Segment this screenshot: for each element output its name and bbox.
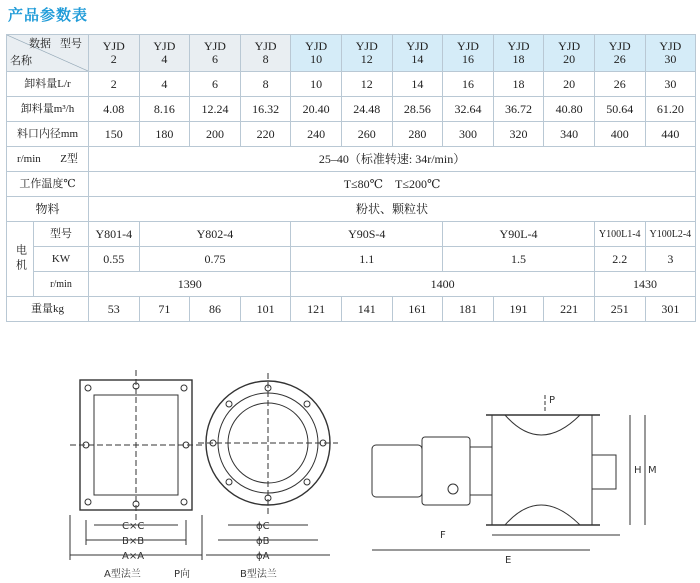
corner-data-label: 数据 (29, 38, 51, 50)
table-row-motor-rpm: 1390 1400 1430 (7, 272, 696, 297)
dim-f: F (440, 530, 446, 541)
table-header-row (7, 35, 696, 72)
model-header-cell: YJD 16 (443, 35, 494, 72)
motor-kw-label: KW (34, 247, 88, 272)
dim-bxb: B×B (122, 536, 145, 547)
model-header-cell: YJD 14 (392, 35, 443, 72)
table-row-speed (7, 147, 696, 172)
dim-axa: A×A (122, 551, 145, 562)
temperature-value: T≤80℃ T≤200℃ (89, 172, 696, 197)
dim-cxc: C×C (122, 521, 145, 532)
corner-cell (7, 35, 89, 72)
model-header-cell: YJD 8 (240, 35, 291, 72)
caption-a-flange: A型法兰 (104, 569, 141, 580)
motor-label: 电机 (14, 244, 27, 274)
model-header-cell: YJD 18 (493, 35, 544, 72)
caption-b-flange: B型法兰 (240, 569, 277, 580)
table-row-inner-diameter: 料口内径mm 150 180 200 220 240 260 280 300 320 340 400 440 (7, 122, 696, 147)
corner-name-label: 名称 (10, 55, 32, 67)
dim-e: E (505, 555, 512, 566)
table-row-weight: 重量kg 53 71 86 101 121 141 161 181 191 221 251 301 (7, 297, 696, 322)
model-header-cell: YJD 12 (341, 35, 392, 72)
speed-unit-label: r/min (16, 152, 41, 165)
speed-type-label: Z型 (60, 152, 79, 165)
model-header-cell: YJD 4 (139, 35, 190, 72)
dim-phic: ϕC (256, 521, 270, 532)
dim-phia: ϕA (256, 551, 270, 562)
motor-group-cell (7, 222, 89, 297)
caption-p-view: P向 (174, 569, 191, 580)
speed-value: 25–40（标准转速: 34r/min） (89, 147, 696, 172)
model-header-cell: YJD 10 (291, 35, 342, 72)
corner-model-label: 型号 (60, 38, 82, 50)
dim-p: P (549, 395, 556, 406)
dim-phib: ϕB (256, 536, 270, 547)
model-header-cell: YJD 26 (594, 35, 645, 72)
side-view-drawing (372, 395, 645, 550)
dim-m: M (648, 465, 657, 476)
table-row-material: 物料 粉状、颗粒状 (7, 197, 696, 222)
table-row-motor-kw: 0.55 0.75 1.1 1.5 2.2 3 (7, 247, 696, 272)
material-value: 粉状、颗粒状 (89, 197, 696, 222)
table-row-discharge-lr: 卸料量L/r 2 4 6 8 10 12 14 16 18 20 26 30 (7, 72, 696, 97)
motor-model-label: 型号 (34, 222, 88, 247)
table-row-discharge-m3h: 卸料量m³/h 4.08 8.16 12.24 16.32 20.40 24.48 28.56 32.64 36.72 40.80 50.64 61.20 (7, 97, 696, 122)
motor-rpm-label: r/min (50, 278, 72, 290)
model-header-cell: YJD 6 (190, 35, 241, 72)
model-header-cell: YJD 30 (645, 35, 696, 72)
dim-h: H (634, 465, 642, 476)
technical-drawing (0, 355, 700, 583)
table-row-temperature: 工作温度℃ T≤80℃ T≤200℃ (7, 172, 696, 197)
parameter-table (6, 34, 696, 322)
model-header-cell: YJD 20 (544, 35, 595, 72)
model-header-cell: YJD 2 (89, 35, 140, 72)
table-row-motor-model: 电机 型号 KW r/min Y801-4 Y802-4 Y90S-4 Y90L-4 Y100L1-4 Y100L2-4 (7, 222, 696, 247)
page-title: 产品参数表 (8, 6, 89, 24)
